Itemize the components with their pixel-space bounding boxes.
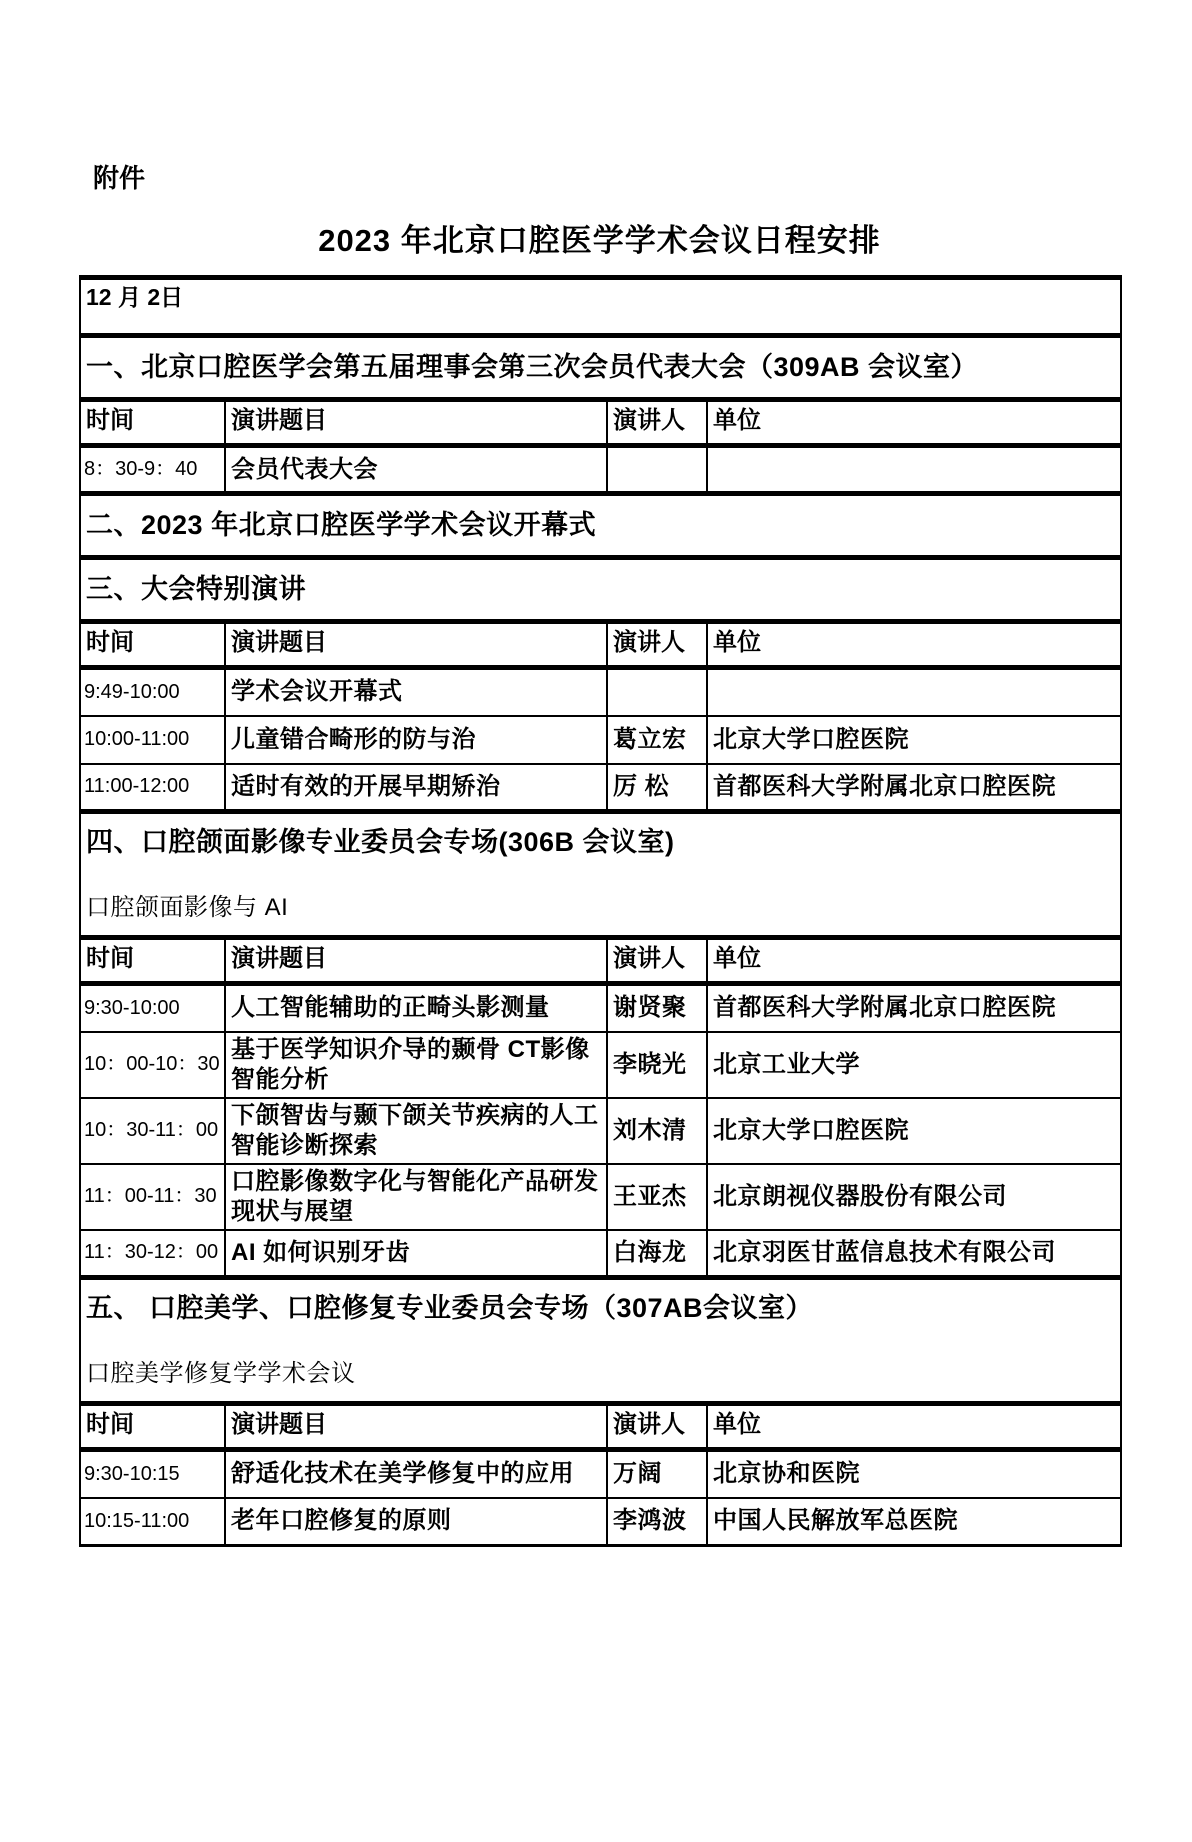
table-row bbox=[80, 764, 1121, 812]
cell-unit: 北京工业大学 bbox=[707, 1032, 1121, 1098]
cell-speaker: 万阔 bbox=[607, 1450, 707, 1498]
column-header-time: 时间 bbox=[80, 938, 225, 984]
date-label: 12 月 2日 bbox=[80, 278, 1121, 336]
cell-topic: 口腔影像数字化与智能化产品研发现状与展望 bbox=[225, 1164, 607, 1230]
table-row bbox=[80, 668, 1121, 716]
column-header-speaker: 演讲人 bbox=[607, 938, 707, 984]
section-2-heading: 二、2023 年北京口腔医学学术会议开幕式 bbox=[80, 494, 1121, 558]
cell-speaker bbox=[607, 446, 707, 494]
table-row bbox=[80, 1230, 1121, 1278]
column-header-topic: 演讲题目 bbox=[225, 938, 607, 984]
cell-unit: 首都医科大学附属北京口腔医院 bbox=[707, 764, 1121, 812]
section-5-subheading: 口腔美学修复学学术会议 bbox=[86, 1359, 356, 1387]
cell-time: 9:30-10:15 bbox=[80, 1450, 225, 1498]
section-4-subheading: 口腔颌面影像与 AI bbox=[86, 893, 289, 921]
header-row bbox=[80, 1404, 1121, 1450]
document-title: 2023 年北京口腔医学学术会议日程安排 bbox=[318, 223, 881, 258]
table-row bbox=[80, 446, 1121, 494]
cell-topic: 老年口腔修复的原则 bbox=[225, 1498, 607, 1546]
cell-unit: 北京羽医甘蓝信息技术有限公司 bbox=[707, 1230, 1121, 1278]
section-5-heading: 五、 口腔美学、口腔修复专业委员会专场（307AB会议室） bbox=[86, 1293, 814, 1324]
table-row bbox=[80, 1164, 1121, 1230]
cell-topic: 人工智能辅助的正畸头影测量 bbox=[225, 984, 607, 1032]
cell-time: 10：00-10：30 bbox=[80, 1032, 225, 1098]
cell-speaker bbox=[607, 668, 707, 716]
cell-unit bbox=[707, 668, 1121, 716]
column-header-unit: 单位 bbox=[707, 622, 1121, 668]
section-row bbox=[80, 1278, 1121, 1404]
header-row bbox=[80, 622, 1121, 668]
cell-topic: 下颌智齿与颞下颌关节疾病的人工智能诊断探索 bbox=[225, 1098, 607, 1164]
cell-time: 10:15-11:00 bbox=[80, 1498, 225, 1546]
column-header-unit: 单位 bbox=[707, 938, 1121, 984]
column-header-unit: 单位 bbox=[707, 400, 1121, 446]
section-row bbox=[80, 558, 1121, 622]
cell-unit: 北京大学口腔医院 bbox=[707, 1098, 1121, 1164]
cell-time: 9:30-10:00 bbox=[80, 984, 225, 1032]
cell-time: 10:00-11:00 bbox=[80, 716, 225, 764]
table-row bbox=[80, 1498, 1121, 1546]
cell-unit: 中国人民解放军总医院 bbox=[707, 1498, 1121, 1546]
cell-speaker: 李晓光 bbox=[607, 1032, 707, 1098]
cell-speaker: 葛立宏 bbox=[607, 716, 707, 764]
cell-speaker: 李鸿波 bbox=[607, 1498, 707, 1546]
section-3-heading: 三、大会特别演讲 bbox=[80, 558, 1121, 622]
table-row bbox=[80, 984, 1121, 1032]
header-row bbox=[80, 938, 1121, 984]
column-header-topic: 演讲题目 bbox=[225, 1404, 607, 1450]
schedule-table bbox=[79, 275, 1122, 1547]
cell-unit: 北京大学口腔医院 bbox=[707, 716, 1121, 764]
cell-time: 9:49-10:00 bbox=[80, 668, 225, 716]
section-4-heading: 四、口腔颌面影像专业委员会专场(306B 会议室) bbox=[86, 827, 675, 858]
cell-topic: 儿童错合畸形的防与治 bbox=[225, 716, 607, 764]
section-row bbox=[80, 336, 1121, 400]
cell-topic: 适时有效的开展早期矫治 bbox=[225, 764, 607, 812]
table-row bbox=[80, 1450, 1121, 1498]
cell-topic: 舒适化技术在美学修复中的应用 bbox=[225, 1450, 607, 1498]
column-header-topic: 演讲题目 bbox=[225, 622, 607, 668]
attachment-label: 附件 bbox=[93, 163, 146, 193]
column-header-topic: 演讲题目 bbox=[225, 400, 607, 446]
column-header-speaker: 演讲人 bbox=[607, 622, 707, 668]
cell-speaker: 王亚杰 bbox=[607, 1164, 707, 1230]
cell-unit: 首都医科大学附属北京口腔医院 bbox=[707, 984, 1121, 1032]
cell-topic: 学术会议开幕式 bbox=[225, 668, 607, 716]
cell-speaker: 白海龙 bbox=[607, 1230, 707, 1278]
cell-topic: 会员代表大会 bbox=[225, 446, 607, 494]
table-row bbox=[80, 1032, 1121, 1098]
section-row bbox=[80, 812, 1121, 938]
cell-speaker: 厉 松 bbox=[607, 764, 707, 812]
section-1-heading: 一、北京口腔医学会第五届理事会第三次会员代表大会（309AB 会议室） bbox=[80, 336, 1121, 400]
date-row bbox=[80, 278, 1121, 336]
column-header-unit: 单位 bbox=[707, 1404, 1121, 1450]
cell-speaker: 刘木清 bbox=[607, 1098, 707, 1164]
cell-time: 11:00-12:00 bbox=[80, 764, 225, 812]
column-header-speaker: 演讲人 bbox=[607, 1404, 707, 1450]
cell-time: 8：30-9：40 bbox=[80, 446, 225, 494]
column-header-speaker: 演讲人 bbox=[607, 400, 707, 446]
cell-time: 11：30-12：00 bbox=[80, 1230, 225, 1278]
cell-time: 10：30-11：00 bbox=[80, 1098, 225, 1164]
column-header-time: 时间 bbox=[80, 622, 225, 668]
cell-speaker: 谢贤聚 bbox=[607, 984, 707, 1032]
cell-unit: 北京朗视仪器股份有限公司 bbox=[707, 1164, 1121, 1230]
table-row bbox=[80, 1098, 1121, 1164]
cell-unit bbox=[707, 446, 1121, 494]
table-row bbox=[80, 716, 1121, 764]
cell-unit: 北京协和医院 bbox=[707, 1450, 1121, 1498]
cell-time: 11：00-11：30 bbox=[80, 1164, 225, 1230]
section-row bbox=[80, 494, 1121, 558]
column-header-time: 时间 bbox=[80, 400, 225, 446]
cell-topic: AI 如何识别牙齿 bbox=[225, 1230, 607, 1278]
column-header-time: 时间 bbox=[80, 1404, 225, 1450]
cell-topic: 基于医学知识介导的颞骨 CT影像智能分析 bbox=[225, 1032, 607, 1098]
header-row bbox=[80, 400, 1121, 446]
